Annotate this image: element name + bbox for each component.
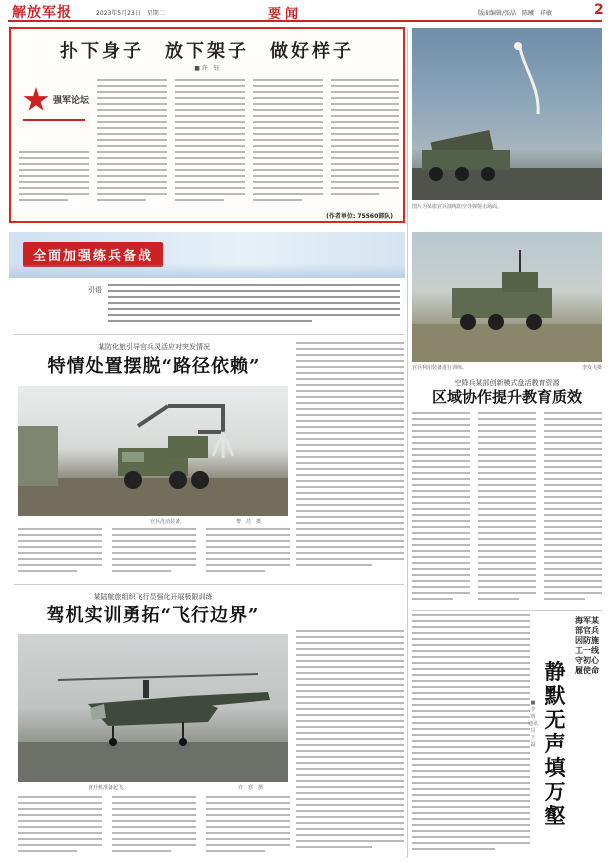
- article1-title: 特情处置摆脱“路径依赖”: [47, 356, 261, 377]
- feature-byline: ■ 李 明 通讯员 王 磊: [528, 700, 541, 748]
- article2-body: [18, 796, 290, 858]
- feature-title: 静默无声填万壑: [544, 659, 566, 828]
- article2-photo: [18, 634, 288, 782]
- feature-subtitle: 海军某部官兵因防施工一线守初心履使命: [575, 616, 599, 675]
- training-photo-credit: 李发飞摄: [581, 365, 602, 371]
- article1-caption: 官兵洗消装备。: [150, 519, 186, 525]
- commentary-body: [19, 79, 399, 209]
- missile-launch-photo: [412, 28, 602, 200]
- section-title: 要闻: [268, 7, 303, 22]
- right-article-title: 区域协作提升教育质效: [431, 388, 582, 406]
- training-photo-caption: [412, 364, 602, 371]
- article2-subtitle: 某陆航旅组织飞行员强化开展极限训练: [93, 593, 213, 601]
- article2-photographer: 许 寒 摄: [238, 785, 264, 791]
- column-name: 强军论坛: [53, 96, 90, 106]
- missile-photo-caption: 图片为某旅官兵演练防空导弹射击场面。: [412, 204, 503, 210]
- commentary-column-5: [331, 79, 399, 209]
- training-photo: [412, 232, 602, 362]
- helicopter-illustration: [18, 634, 288, 782]
- right-article-subtitle: 空降兵某部创新模式盘活教育资源: [454, 379, 560, 387]
- intro-text: [108, 284, 400, 324]
- section-banner: [9, 232, 405, 278]
- commentary-column-1: [19, 151, 89, 209]
- feature-body: [412, 614, 530, 858]
- article2-title: 驾机实训勇拓“飞行边界”: [46, 605, 260, 626]
- column-divider: [407, 28, 408, 858]
- commentary-box: [9, 27, 405, 223]
- article2-continued: [296, 630, 404, 856]
- divider: [14, 334, 404, 335]
- divider: [412, 610, 602, 611]
- article1-photo: [18, 386, 288, 516]
- commentary-column-3: [175, 79, 245, 209]
- commentary-column-4: [253, 79, 323, 209]
- commentary-author: ■ 许 钰: [194, 65, 220, 72]
- newspaper-logo: 解放军报: [12, 5, 72, 21]
- article1-subtitle: 某防化旅引导官兵灵活应对突发情况: [98, 343, 210, 351]
- commentary-title: 扑下身子 放下架子 做好样子: [60, 41, 354, 62]
- editor-credits: 版面编辑/张晶 陈曦 祥敏: [478, 10, 553, 17]
- divider: [14, 584, 404, 585]
- decon-vehicle-illustration: [18, 386, 288, 516]
- training-caption-text: 官兵利用装备进行训练。: [412, 365, 468, 371]
- page-number: 2: [594, 2, 604, 18]
- banner-label: 全面加强练兵备战: [23, 242, 163, 267]
- armored-vehicle-illustration: [412, 232, 602, 362]
- issue-date: 2023年5月23日 星期二: [96, 10, 165, 17]
- banner-wave: [9, 264, 405, 278]
- right-article-body: [412, 412, 602, 608]
- article2-caption: 直升机准备起飞。: [88, 785, 129, 791]
- missile-launch-illustration: [412, 28, 602, 200]
- commentary-column-2: [97, 79, 167, 209]
- intro-label: 引语: [88, 286, 102, 294]
- article1-body: [18, 528, 290, 576]
- article1-photographer: 黎 昌 摄: [236, 519, 262, 525]
- masthead: [8, 0, 602, 22]
- author-unit: (作者单位: 75560部队): [326, 213, 393, 220]
- article1-continued: [296, 342, 404, 576]
